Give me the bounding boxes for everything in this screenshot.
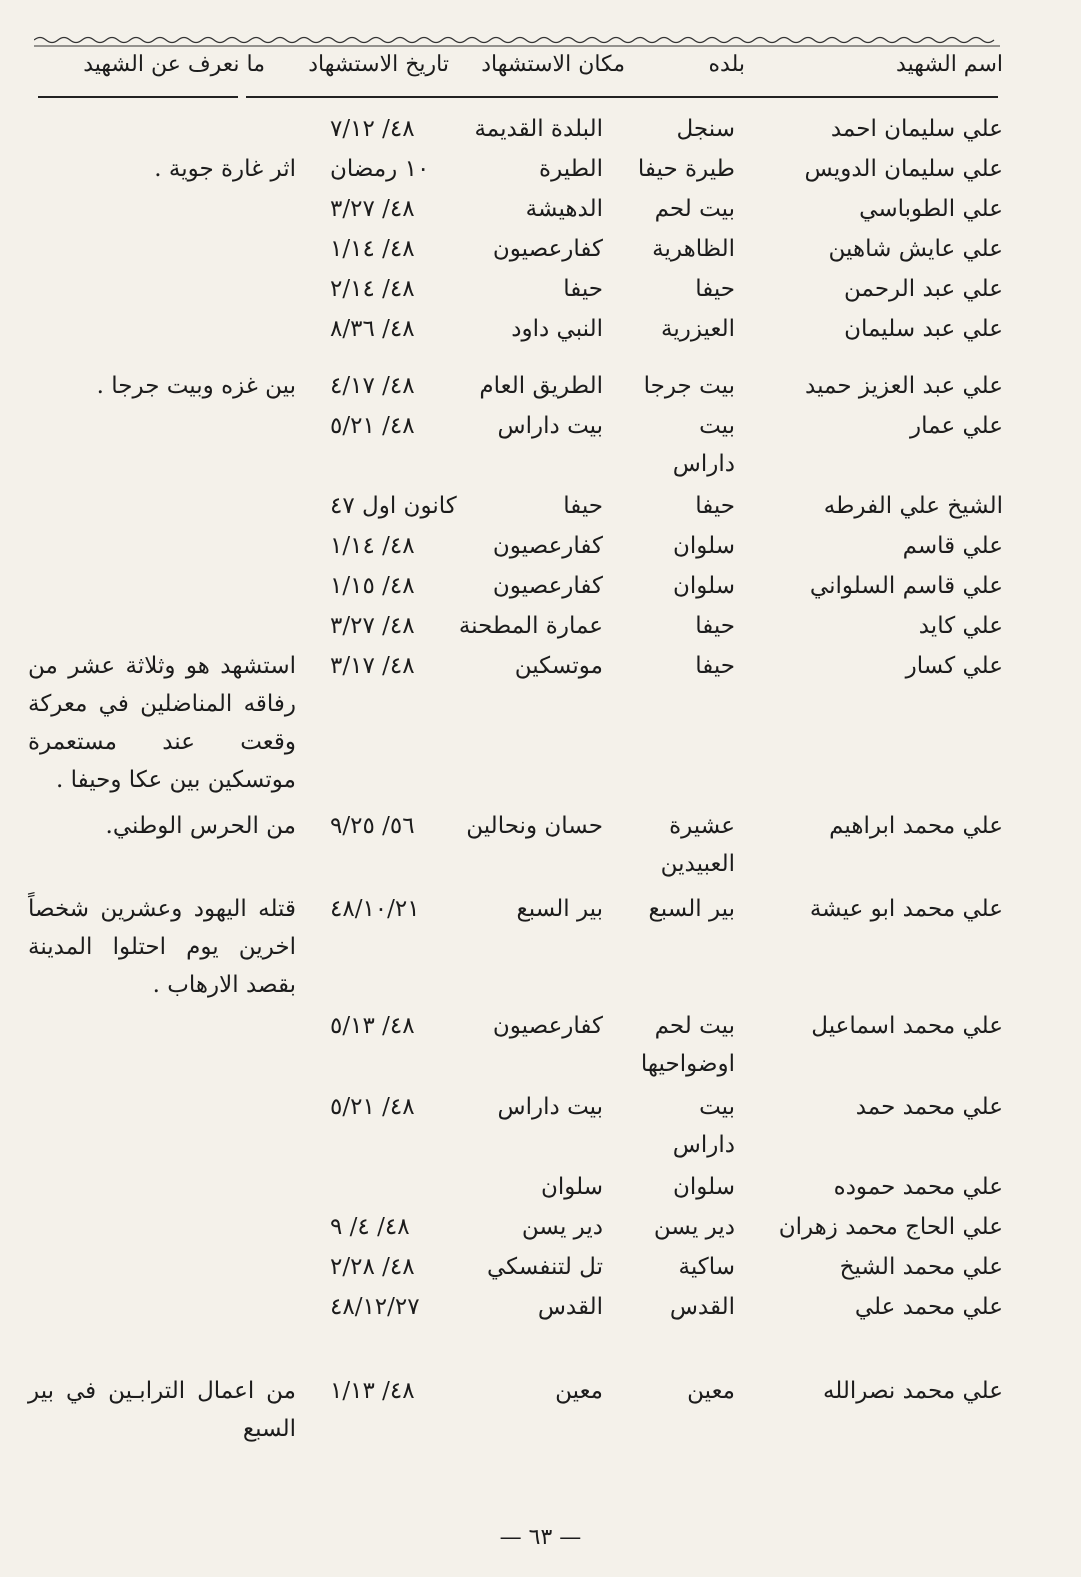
martyr-name: علي كسار xyxy=(905,653,1003,679)
martyr-name: علي سليمان احمد xyxy=(830,116,1003,142)
martyr-name: علي محمد حمد xyxy=(855,1094,1003,1120)
header-place: مكان الاستشهاد xyxy=(481,52,625,77)
martyrdom-date: ١٠ رمضان xyxy=(330,156,430,182)
martyr-town: ساكية xyxy=(678,1254,735,1280)
martyr-name: علي عبد الرحمن xyxy=(844,276,1003,302)
martyr-town: دير يسن xyxy=(653,1214,735,1240)
martyrdom-place: الطيرة xyxy=(539,156,603,182)
header-note: ما نعرف عن الشهيد xyxy=(83,52,265,77)
martyr-town: الظاهرية xyxy=(652,236,735,262)
martyrdom-place: بيت داراس xyxy=(497,1094,603,1120)
martyrdom-place: تل لتنفسكي xyxy=(486,1254,603,1280)
martyr-name: علي الطوباسي xyxy=(859,196,1003,222)
martyrdom-place: سلوان xyxy=(540,1174,603,1200)
martyrdom-date: ٤٨/ ٥/٢١ xyxy=(330,1094,415,1120)
martyr-name: علي محمد الشيخ xyxy=(839,1254,1003,1280)
martyrdom-date: ٤٨/١٢/٢٧ xyxy=(330,1294,420,1320)
martyrdom-date: ٤٨/ ٣/٢٧ xyxy=(330,613,415,639)
martyr-name: علي كايد xyxy=(918,613,1003,639)
martyrdom-place: كفارعصيون xyxy=(492,533,603,559)
martyrdom-place: بير السبع xyxy=(516,896,603,922)
martyrdom-date: ٤٨/ ٧/١٢ xyxy=(330,116,415,142)
martyr-name: الشيخ علي الفرطه xyxy=(823,493,1003,519)
page-number: — ٦٣ — xyxy=(499,1525,582,1550)
martyr-name: علي محمد ابراهيم xyxy=(829,813,1003,839)
martyr-name: علي عمار xyxy=(910,413,1003,439)
header-date: تاريخ الاستشهاد xyxy=(308,52,449,77)
martyrdom-date: كانون اول ٤٧ xyxy=(330,493,457,519)
martyr-town: بيت داراس xyxy=(672,413,735,477)
martyr-note: اثر غارة جوية . xyxy=(154,156,296,182)
martyrdom-place: معين xyxy=(555,1378,603,1404)
martyrdom-place: كفارعصيون xyxy=(492,573,603,599)
martyr-town: القدس xyxy=(669,1294,735,1320)
martyrdom-place: بيت داراس xyxy=(497,413,603,439)
top-decorative-rule xyxy=(34,34,1000,48)
martyrdom-date: ٤٨/ ٨/٣٦ xyxy=(330,316,415,342)
martyrdom-date: ٥٦/ ٩/٢٥ xyxy=(330,813,415,839)
martyr-town: بيت لحم اوضواحيها xyxy=(640,1013,735,1077)
header-rule-main xyxy=(246,96,998,98)
martyrdom-place: كفارعصيون xyxy=(492,236,603,262)
martyr-name: علي محمد نصرالله xyxy=(822,1378,1003,1404)
martyr-note: بين غزه وبيت جرجا . xyxy=(96,373,296,399)
martyrdom-date: ٤٨/ ٤/١٧ xyxy=(330,373,415,399)
martyrdom-place: الدهيشة xyxy=(525,196,603,222)
martyr-name: علي عايش شاهين xyxy=(828,236,1003,262)
martyrdom-place: كفارعصيون xyxy=(492,1013,603,1039)
martyr-town: سلوان xyxy=(672,1174,735,1200)
martyrdom-place: النبي داود xyxy=(511,316,603,342)
martyr-name: علي محمد حموده xyxy=(833,1174,1003,1200)
martyr-town: سنجل xyxy=(676,116,735,142)
martyrdom-date: ٤٨/ ٤/ ٩ xyxy=(330,1214,410,1240)
martyrdom-place: القدس xyxy=(537,1294,603,1320)
martyr-town: عشيرة العبيدين xyxy=(660,813,735,877)
martyr-name: علي الحاج محمد زهران xyxy=(778,1214,1003,1240)
martyrdom-date: ٤٨/ ٥/٢١ xyxy=(330,413,415,439)
martyr-name: علي محمد ابو عيشة xyxy=(809,896,1003,922)
martyr-name: علي محمد اسماعيل xyxy=(811,1013,1003,1039)
martyrdom-place: دير يسن xyxy=(521,1214,603,1240)
martyr-town: سلوان xyxy=(672,573,735,599)
martyrdom-date: ٤٨/ ١/١٤ xyxy=(330,533,415,559)
martyrdom-date: ٤٨/١٠/٢١ xyxy=(330,896,420,922)
header-rule-note xyxy=(38,96,238,98)
martyrdom-date: ٤٨/ ٣/١٧ xyxy=(330,653,415,679)
martyrdom-place: عمارة المطحنة xyxy=(458,613,603,639)
martyr-town: حيفا xyxy=(695,276,735,302)
martyr-town: بيت جرجا xyxy=(643,373,735,399)
martyrdom-place: حسان ونحالين xyxy=(466,813,603,839)
martyr-name: علي قاسم السلواني xyxy=(809,573,1003,599)
martyrdom-place: البلدة القديمة xyxy=(474,116,603,142)
table-header xyxy=(0,52,1081,92)
martyrdom-place: موتسكين xyxy=(514,653,603,679)
header-town: بلده xyxy=(708,52,745,77)
martyr-name: علي عبد العزيز حميد xyxy=(805,373,1003,399)
martyrdom-place: حيفا xyxy=(563,276,603,302)
header-name: اسم الشهيد xyxy=(896,52,1003,77)
martyrdom-date: ٤٨/ ٢/١٤ xyxy=(330,276,415,302)
martyrdom-date: ٤٨/ ٢/٢٨ xyxy=(330,1254,415,1280)
martyr-town: بيت لحم xyxy=(654,196,735,222)
martyr-town: حيفا xyxy=(695,493,735,519)
martyrdom-date: ٤٨/ ٣/٢٧ xyxy=(330,196,415,222)
martyrdom-date: ٤٨/ ٥/١٣ xyxy=(330,1013,415,1039)
martyr-note: من اعمال التراب‍ـين في بير السبع xyxy=(28,1378,296,1442)
martyr-town: حيفا xyxy=(695,613,735,639)
martyrdom-date: ٤٨/ ١/١٥ xyxy=(330,573,415,599)
martyr-note: قتله اليهود وعشرين شخصاً اخرين يوم احتلوا المدينة بقصد الارهاب . xyxy=(28,896,296,998)
martyr-town: معين xyxy=(687,1378,735,1404)
martyr-town: العيزرية xyxy=(661,316,735,342)
martyr-town: حيفا xyxy=(695,653,735,679)
martyr-note: استشهد هو وثلاثة عشر من رفاقه المناضلين في معركة وقعت عند مستعمرة موتسكين بين عكا وحيفا . xyxy=(28,653,296,793)
martyr-note: من الحرس الوطني. xyxy=(105,813,296,839)
martyr-town: بير السبع xyxy=(648,896,735,922)
martyr-town: سلوان xyxy=(672,533,735,559)
martyr-name: علي قاسم xyxy=(902,533,1003,559)
martyrdom-date: ٤٨/ ١/١٤ xyxy=(330,236,415,262)
martyrdom-place: الطريق العام xyxy=(479,373,603,399)
martyr-name: علي عبد سليمان xyxy=(844,316,1003,342)
martyr-name: علي محمد علي xyxy=(854,1294,1003,1320)
martyr-name: علي سليمان الدويس xyxy=(804,156,1003,182)
martyrdom-place: حيفا xyxy=(563,493,603,519)
martyr-town: بيت داراس xyxy=(672,1094,735,1158)
martyr-town: طيرة حيفا xyxy=(637,156,735,182)
martyrdom-date: ٤٨/ ١/١٣ xyxy=(330,1378,415,1404)
